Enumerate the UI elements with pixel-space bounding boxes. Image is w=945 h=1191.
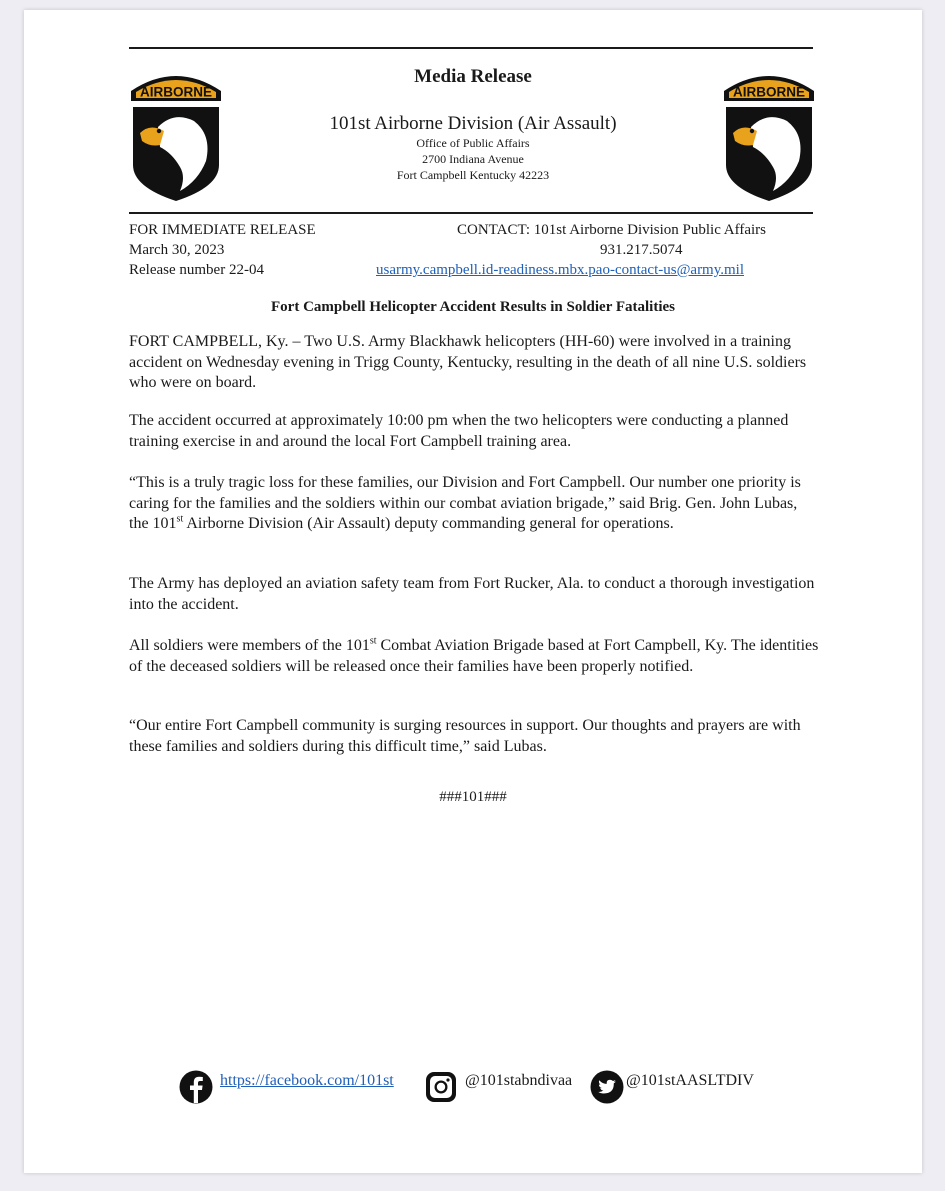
release-type: FOR IMMEDIATE RELEASE (129, 222, 316, 238)
address-city: Fort Campbell Kentucky 42223 (396, 168, 550, 182)
paragraph-3: “This is a truly tragic loss for these families, our Division and Fort Campbell. Our number one priority is caring for the families and the soldiers within our combat aviation brigade,” said Brig. Gen. John Lubas, the 101st Airborne Division (Air Assault) deputy commanding general for operations. (129, 474, 801, 532)
contact-phone: 931.217.5074 (600, 242, 683, 258)
contact-line: CONTACT: 101st Airborne Division Public Affairs (457, 222, 767, 238)
top-rule (129, 47, 813, 49)
release-number: Release number 22-04 (129, 262, 264, 278)
paragraph-4: The Army has deployed an aviation safety team from Fort Rucker, Ala. to conduct a thorough investigation into the accident. (129, 575, 815, 613)
paragraph-1: FORT CAMPBELL, Ky. – Two U.S. Army Blackhawk helicopters (HH-60) were involved in a training accident on Wednesday evening in Trigg County, Kentucky, resulting in the death of all nine U.S. soldiers who were on board. (129, 333, 807, 391)
contact-email-link[interactable]: usarmy.campbell.id-readiness.mbx.pao-contact-us@army.mil (376, 262, 745, 278)
division-name: 101st Airborne Division (Air Assault) (329, 113, 617, 134)
instagram-icon[interactable] (424, 1070, 458, 1104)
header-rule (129, 212, 813, 214)
headline: Fort Campbell Helicopter Accident Results in Soldier Fatalities (271, 299, 675, 315)
end-mark: ###101### (439, 789, 507, 805)
office-name: Office of Public Affairs (416, 136, 530, 150)
media-release-title: Media Release (414, 66, 532, 87)
paragraph-5: All soldiers were members of the 101st Combat Aviation Brigade based at Fort Campbell, Ky. The identities of the deceased soldiers will be released once their families have been properly notified. (129, 635, 819, 675)
facebook-icon[interactable] (179, 1070, 213, 1104)
press-release-page (24, 10, 922, 1173)
patch-tab-text: AIRBORNE (732, 84, 806, 100)
address-street: 2700 Indiana Avenue (422, 152, 524, 166)
patch-tab-text: AIRBORNE (139, 84, 213, 100)
facebook-link[interactable]: https://facebook.com/101st (220, 1072, 394, 1089)
paragraph-2: The accident occurred at approximately 10:00 pm when the two helicopters were conducting a planned training exercise in and around the local Fort Campbell training area. (129, 412, 789, 450)
paragraph-6: “Our entire Fort Campbell community is surging resources in support. Our thoughts and prayers are with these families and soldiers during this difficult time,” said Lubas. (129, 717, 801, 755)
release-date: March 30, 2023 (129, 242, 225, 258)
twitter-handle[interactable]: @101stAASLTDIV (626, 1072, 754, 1089)
twitter-icon[interactable] (590, 1070, 624, 1104)
instagram-handle[interactable]: @101stabndivaa (465, 1072, 573, 1089)
